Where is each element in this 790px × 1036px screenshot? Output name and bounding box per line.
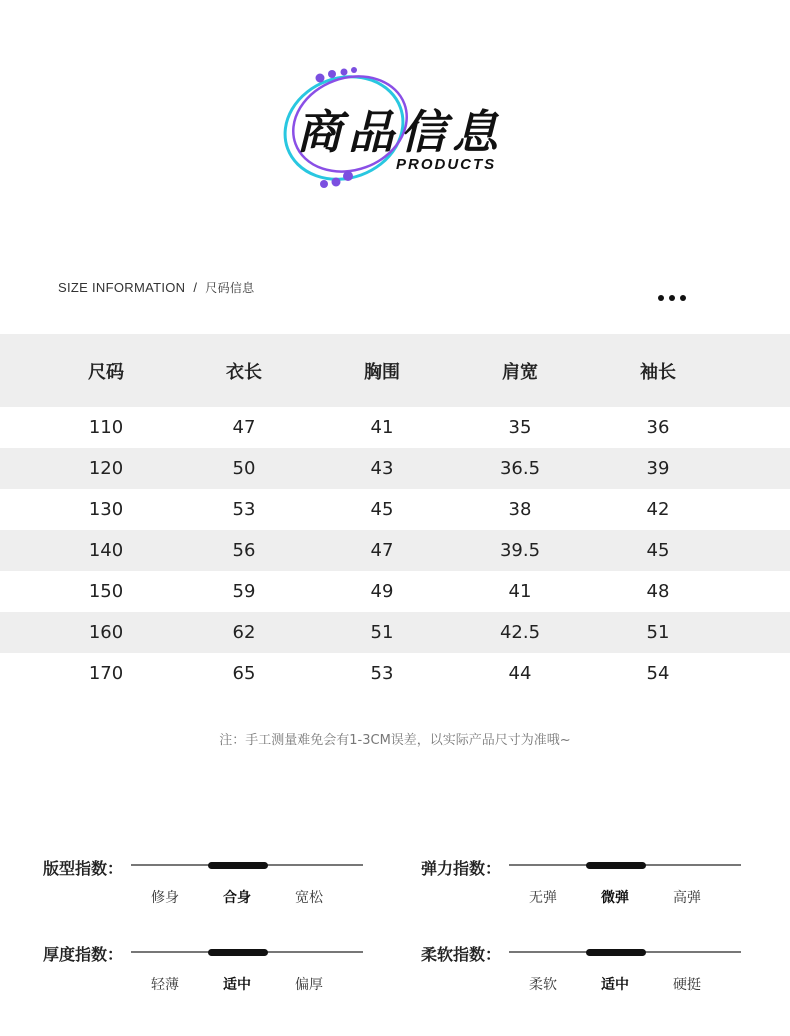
table-cell: 43 — [370, 458, 394, 479]
index-softness-option: 硬挺 — [673, 977, 701, 993]
table-cell: 48 — [646, 581, 670, 602]
size-heading-cn: 尺码信息 — [205, 281, 255, 295]
table-cell: 35 — [508, 417, 532, 438]
table-cell: 51 — [370, 622, 394, 643]
table-cell: 130 — [88, 499, 124, 520]
table-cell: 59 — [232, 581, 256, 602]
index-softness-option-selected: 适中 — [601, 977, 629, 993]
header-size: 尺码 — [88, 361, 124, 383]
table-cell: 120 — [88, 458, 124, 479]
table-cell: 39 — [646, 458, 670, 479]
table-cell: 54 — [646, 663, 670, 684]
index-thickness-label: 厚度指数： — [43, 945, 124, 964]
table-cell: 36 — [646, 417, 670, 438]
table-cell: 170 — [88, 663, 124, 684]
header-chest: 胸围 — [364, 361, 400, 383]
table-cell: 47 — [232, 417, 256, 438]
table-row — [0, 407, 790, 448]
products-logo — [280, 58, 520, 198]
table-cell: 56 — [232, 540, 256, 561]
table-row — [0, 571, 790, 612]
index-elasticity-option: 无弹 — [529, 890, 557, 906]
table-cell: 50 — [232, 458, 256, 479]
index-thickness-marker — [208, 949, 268, 956]
table-cell: 38 — [508, 499, 532, 520]
table-cell: 39.5 — [499, 540, 541, 561]
table-cell: 51 — [646, 622, 670, 643]
table-cell: 49 — [370, 581, 394, 602]
index-softness-marker — [586, 949, 646, 956]
table-row — [0, 489, 790, 530]
size-heading-separator: / — [193, 280, 198, 295]
index-softness-option: 柔软 — [529, 977, 557, 993]
table-header-row — [0, 334, 790, 407]
table-cell: 150 — [88, 581, 124, 602]
size-information-heading — [58, 279, 254, 296]
table-cell: 62 — [232, 622, 256, 643]
table-cell: 53 — [232, 499, 256, 520]
more-dots-icon — [658, 286, 696, 292]
size-table — [0, 334, 790, 694]
table-cell: 44 — [508, 663, 532, 684]
table-row — [0, 448, 790, 489]
index-fit-label: 版型指数： — [43, 859, 124, 878]
table-cell: 36.5 — [499, 458, 541, 479]
table-cell: 45 — [646, 540, 670, 561]
table-cell: 53 — [370, 663, 394, 684]
index-thickness-option-selected: 适中 — [223, 977, 251, 993]
page-title: 商品信息 — [296, 105, 504, 159]
table-row — [0, 653, 790, 694]
header-length: 衣长 — [226, 361, 262, 383]
table-row — [0, 612, 790, 653]
table-cell: 45 — [370, 499, 394, 520]
header-sleeve: 袖长 — [640, 361, 676, 383]
measurement-note: 注：手工测量难免会有1-3CM误差，以实际产品尺寸为准哦~ — [219, 733, 571, 748]
table-cell: 47 — [370, 540, 394, 561]
table-cell: 160 — [88, 622, 124, 643]
index-softness-label: 柔软指数： — [421, 945, 502, 964]
header-shoulder: 肩宽 — [502, 361, 538, 383]
index-fit-option-selected: 合身 — [223, 890, 251, 906]
table-cell: 41 — [508, 581, 532, 602]
page-subtitle: PRODUCTS — [396, 156, 497, 173]
index-thickness-option: 轻薄 — [151, 977, 179, 993]
size-heading-en: SIZE INFORMATION — [58, 280, 186, 295]
index-elasticity-option-selected: 微弹 — [601, 890, 629, 906]
table-cell: 65 — [232, 663, 256, 684]
index-fit-marker — [208, 862, 268, 869]
table-cell: 140 — [88, 540, 124, 561]
table-row — [0, 530, 790, 571]
table-cell: 41 — [370, 417, 394, 438]
index-thickness-option: 偏厚 — [295, 977, 323, 993]
index-elasticity-option: 高弹 — [673, 890, 701, 906]
index-fit-option: 宽松 — [295, 890, 323, 906]
table-cell: 42.5 — [499, 622, 541, 643]
table-cell: 42 — [646, 499, 670, 520]
index-fit-option: 修身 — [151, 890, 179, 906]
table-cell: 110 — [88, 417, 124, 438]
index-elasticity-label: 弹力指数： — [421, 859, 502, 878]
index-elasticity-marker — [586, 862, 646, 869]
